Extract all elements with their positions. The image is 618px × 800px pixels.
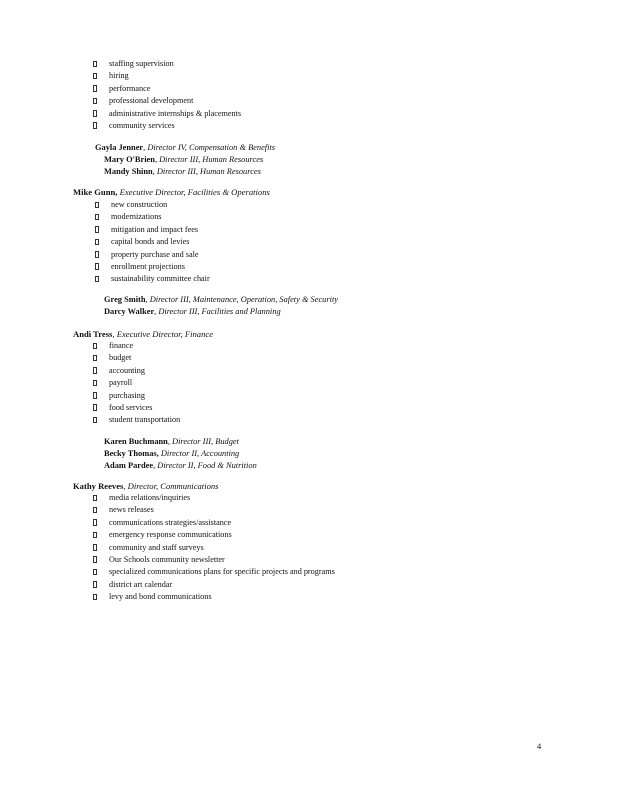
list-item: purchasing bbox=[109, 390, 180, 402]
head-name: Andi Tress bbox=[73, 329, 113, 339]
staff-title: Director II, Accounting bbox=[160, 449, 240, 459]
staff-title: , Director III, Human Resources bbox=[152, 167, 261, 177]
list-item: enrollment projections bbox=[111, 261, 210, 273]
bullet-box-icon bbox=[93, 556, 97, 563]
bullet-box-icon bbox=[95, 202, 99, 209]
bullet-box-icon bbox=[93, 495, 97, 502]
list-item: payroll bbox=[109, 377, 180, 389]
list-item: accounting bbox=[109, 365, 180, 377]
responsibility-list-hr bbox=[109, 58, 241, 132]
staff-row bbox=[104, 460, 257, 472]
list-item: communications strategies/assistance bbox=[109, 517, 335, 529]
staff-title: , Director II, Food & Nutrition bbox=[153, 461, 257, 471]
staff-title: , Director III, Maintenance, Operation, Safety & Security bbox=[145, 295, 338, 304]
responsibility-list-communications bbox=[109, 492, 335, 604]
bullet-box-icon bbox=[93, 581, 97, 588]
list-item: hiring bbox=[109, 70, 241, 82]
staff-group-facilities bbox=[104, 294, 338, 318]
staff-name: Becky Thomas, bbox=[104, 449, 159, 459]
staff-name: Karen Buchmann bbox=[104, 437, 168, 446]
list-item: modernizations bbox=[111, 211, 210, 223]
list-item: levy and bond communications bbox=[109, 591, 335, 603]
list-item: property purchase and sale bbox=[111, 249, 210, 261]
staff-group-finance bbox=[104, 436, 257, 473]
list-item: Our Schools community newsletter bbox=[109, 554, 335, 566]
list-item: news releases bbox=[109, 504, 335, 516]
bullet-box-icon bbox=[93, 85, 97, 92]
department-head-finance bbox=[73, 328, 213, 340]
head-title: , Executive Director, Finance bbox=[112, 329, 214, 339]
responsibility-list-facilities bbox=[111, 199, 210, 286]
staff-name: Gayla Jenner bbox=[95, 143, 144, 152]
bullet-box-icon bbox=[95, 263, 99, 270]
list-item: community and staff surveys bbox=[109, 542, 335, 554]
bullet-box-icon bbox=[93, 569, 97, 576]
staff-name: Mandy Shinn bbox=[104, 167, 153, 177]
bullet-box-icon bbox=[93, 61, 97, 68]
bullet-box-icon bbox=[93, 110, 97, 117]
bullet-box-icon bbox=[95, 214, 99, 221]
bullet-box-icon bbox=[93, 73, 97, 80]
bullet-box-icon bbox=[93, 380, 97, 387]
bullet-box-icon bbox=[93, 404, 97, 411]
bullet-box-icon bbox=[93, 392, 97, 399]
staff-title: , Director III, Human Resources bbox=[154, 155, 264, 165]
staff-title: , Director IV, Compensation & Benefits bbox=[143, 143, 276, 152]
department-head-facilities bbox=[73, 186, 270, 198]
list-item: student transportation bbox=[109, 414, 180, 426]
staff-row bbox=[104, 448, 257, 460]
list-item: administrative internships & placements bbox=[109, 108, 241, 120]
list-item: new construction bbox=[111, 199, 210, 211]
bullet-box-icon bbox=[93, 417, 97, 424]
staff-row bbox=[95, 142, 275, 154]
staff-row bbox=[104, 294, 338, 306]
list-item: capital bonds and levies bbox=[111, 236, 210, 248]
staff-name: Adam Pardee bbox=[104, 461, 154, 471]
bullet-box-icon bbox=[93, 367, 97, 374]
head-name: Mike Gunn, bbox=[73, 187, 118, 197]
staff-name: Mary O'Brien bbox=[104, 155, 155, 165]
bullet-box-icon bbox=[95, 239, 99, 246]
staff-title: , Director III, Facilities and Planning bbox=[154, 307, 281, 317]
bullet-box-icon bbox=[95, 276, 99, 283]
head-title: , Director, Communications bbox=[123, 481, 219, 491]
list-item: district art calendar bbox=[109, 579, 335, 591]
list-item: performance bbox=[109, 83, 241, 95]
list-item: mitigation and impact fees bbox=[111, 224, 210, 236]
responsibility-list-finance bbox=[109, 340, 180, 427]
list-item: staffing supervision bbox=[109, 58, 241, 70]
bullet-box-icon bbox=[93, 544, 97, 551]
list-item: specialized communications plans for specific projects and programs bbox=[109, 566, 335, 578]
bullet-box-icon bbox=[93, 343, 97, 350]
bullet-box-icon bbox=[93, 519, 97, 526]
list-item: emergency response communications bbox=[109, 529, 335, 541]
list-item: media relations/inquiries bbox=[109, 492, 335, 504]
staff-name: Greg Smith bbox=[104, 295, 146, 304]
bullet-box-icon bbox=[93, 355, 97, 362]
staff-title: , Director III, Budget bbox=[167, 437, 239, 446]
page-number: 4 bbox=[537, 742, 542, 751]
list-item: sustainability committee chair bbox=[111, 273, 210, 285]
staff-row bbox=[95, 166, 275, 178]
bullet-box-icon bbox=[93, 98, 97, 105]
department-head-communications bbox=[73, 480, 219, 492]
staff-row bbox=[95, 154, 275, 166]
list-item: finance bbox=[109, 340, 180, 352]
staff-row bbox=[104, 306, 338, 318]
staff-row bbox=[104, 436, 257, 448]
list-item: budget bbox=[109, 352, 180, 364]
staff-name: Darcy Walker bbox=[104, 307, 155, 317]
bullet-box-icon bbox=[93, 532, 97, 539]
list-item: food services bbox=[109, 402, 180, 414]
list-item: community services bbox=[109, 120, 241, 132]
bullet-box-icon bbox=[93, 122, 97, 129]
head-name: Kathy Reeves bbox=[73, 481, 124, 491]
head-title: Executive Director, Facilities & Operations bbox=[119, 187, 270, 197]
bullet-box-icon bbox=[95, 251, 99, 258]
staff-group-hr bbox=[95, 142, 275, 179]
bullet-box-icon bbox=[95, 226, 99, 233]
bullet-box-icon bbox=[93, 594, 97, 601]
bullet-box-icon bbox=[93, 507, 97, 514]
list-item: professional development bbox=[109, 95, 241, 107]
